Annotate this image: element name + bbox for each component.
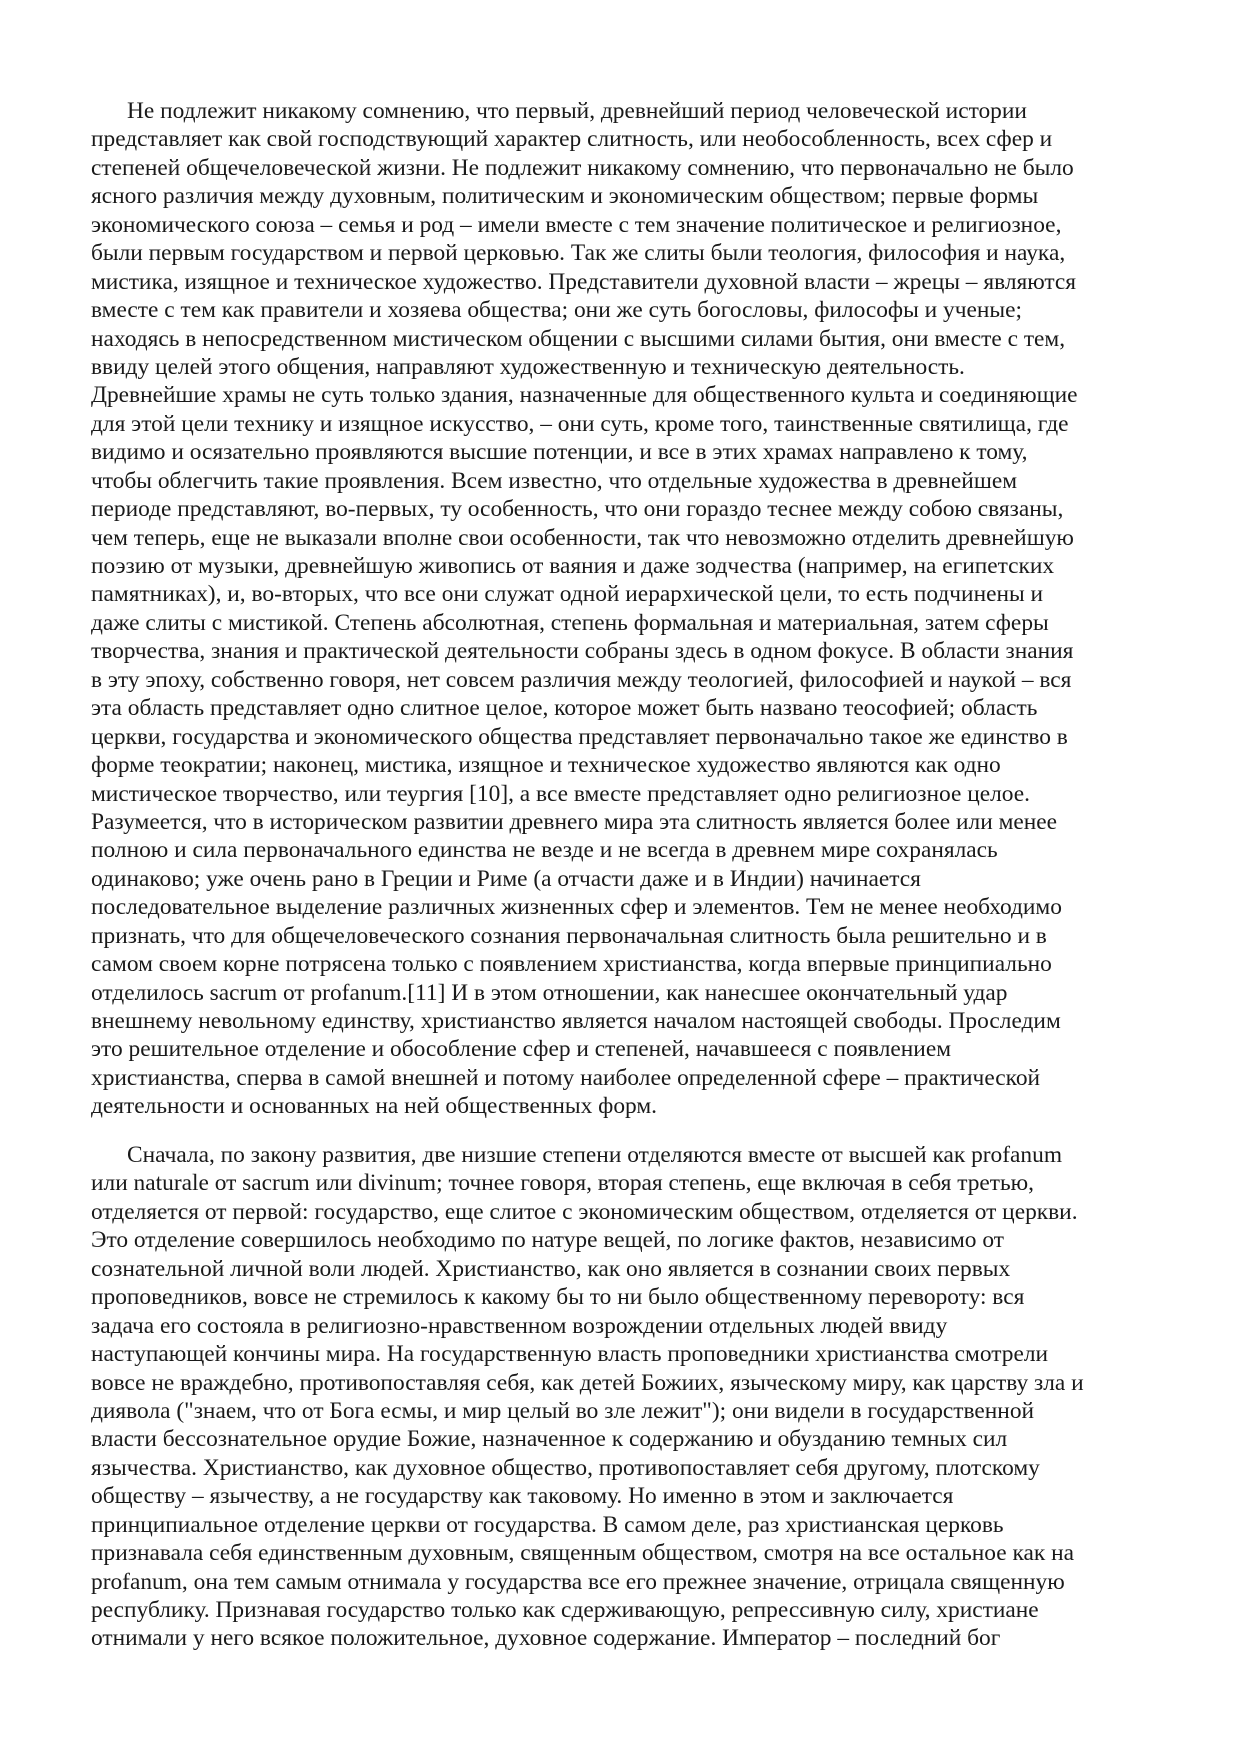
text-line: отделилось sacrum от profanum.[11] И в этом отношении, как нанесшее окончательный удар <box>91 979 1008 1006</box>
text-line: признавала себя единственным духовным, священным обществом, смотря на все остальное как на <box>91 1540 1074 1567</box>
text-line: ясного различия между духовным, политическим и экономическим обществом; первые формы <box>91 183 1039 210</box>
text-line: эта область представляет одно слитное целое, которое может быть названо теософией; область <box>91 695 1038 722</box>
text-line: мистическое творчество, или теургия [10], а все вместе представляет одно религиозное целое. <box>91 780 1030 807</box>
text-line: одинаково; уже очень рано в Греции и Риме (а отчасти даже и в Индии) начинается <box>91 865 921 892</box>
text-line: представляет как свой господствующий характер слитность, или необособленность, всех сфер и <box>91 126 1053 153</box>
text-line: обществу – язычеству, а не государству как таковому. Но именно в этом и заключается <box>91 1483 954 1510</box>
text-line: ввиду целей этого общения, направляют художественную и техническую деятельность. <box>91 353 965 380</box>
text-line: форме теократии; наконец, мистика, изящное и техническое художество являются как одно <box>91 752 1001 779</box>
text-line: периоде представляют, во-первых, ту особенность, что они гораздо теснее между собою связаны, <box>91 496 1064 523</box>
text-line: поэзию от музыки, древнейшую живопись от ваяния и даже зодчества (например, на египетских <box>91 553 1055 579</box>
text-line: степеней общечеловеческой жизни. Не подлежит никакому сомнению, что первоначально не было <box>91 154 1074 181</box>
text-line: наступающей кончины мира. На государственную власть проповедники христианства смотрели <box>91 1341 1049 1368</box>
text-line: Не подлежит никакому сомнению, что первый, древнейший период человеческой истории <box>127 98 1027 124</box>
text-line: внешнему невольному единству, христианство является началом настоящей свободы. Проследим <box>91 1008 1061 1034</box>
text-line: диявола ("знаем, что от Бога есмы, и мир целый во зле лежит"); они видели в государственной <box>91 1397 1035 1424</box>
text-line: отнимали у него всякое положительное, духовное содержание. Император – последний бог <box>91 1625 1001 1652</box>
text-line: экономического союза – семья и род – имели вместе с тем значение политическое и религиозное, <box>91 211 1062 238</box>
text-line: полною и сила первоначального единства не везде и не всегда в древнем мире сохранялась <box>91 837 998 864</box>
text-line: отделяется от первой: государство, еще слитое с экономическим обществом, отделяется от церкви. <box>91 1198 1078 1225</box>
text-line: проповедников, вовсе не стремилось к какому бы то ни было общественному перевороту: вся <box>91 1284 1025 1311</box>
text-line: в эту эпоху, собственно говоря, нет совсем различия между теологией, философией и наукой – вся <box>91 666 1072 693</box>
text-line: вместе с тем как правители и хозяева общества; они же суть богословы, философы и ученые; <box>91 297 1022 324</box>
text-line: Древнейшие храмы не суть только здания, назначенные для общественного культа и соединяющие <box>91 382 1078 409</box>
text-line: язычества. Христианство, как духовное общество, противопоставляет себя другому, плотскому <box>91 1454 1040 1481</box>
text-line: profanum, она тем самым отнимала у государства все его прежнее значение, отрицала священную <box>91 1568 1065 1595</box>
paragraph-2 <box>91 1141 1171 1653</box>
text-line: памятниках), и, во-вторых, что все они служат одной иерархической цели, то есть подчинены и <box>91 581 1044 608</box>
text-line: Разумеется, что в историческом развитии древнего мира эта слитность является более или менее <box>91 808 1058 835</box>
text-line: сознательной личной воли людей. Христианство, как оно является в сознании своих первых <box>91 1255 1011 1282</box>
text-line: деятельности и основанных на ней общественных форм. <box>91 1093 658 1120</box>
text-line: Это отделение совершилось необходимо по натуре вещей, по логике фактов, независимо от <box>91 1227 1004 1254</box>
text-line: были первым государством и первой церковью. Так же слиты были теология, философия и наука, <box>91 240 1066 267</box>
text-line: церкви, государства и экономического общества представляет первоначально такое же единство в <box>91 723 1068 750</box>
text-line: республику. Признавая государство только как сдерживающую, репрессивную силу, христиане <box>91 1597 1039 1623</box>
text-line: христианства, сперва в самой внешней и потому наиболее определенной сфере – практической <box>91 1064 1041 1091</box>
text-line: или naturale от sacrum или divinum; точнее говоря, вторая степень, еще включая в себя третью, <box>91 1170 1035 1197</box>
text-line: даже слиты с мистикой. Степень абсолютная, степень формальная и материальная, затем сферы <box>91 609 1049 636</box>
text-line: чем теперь, еще не выказали вполне свои особенности, так что невозможно отделить древнейшую <box>91 524 1074 551</box>
text-line: Сначала, по закону развития, две низшие степени отделяются вместе от высшей как profanum <box>127 1142 1063 1168</box>
text-line: для этой цели технику и изящное искусство, – они суть, кроме того, таинственные святилища, где <box>91 410 1069 437</box>
text-line: вовсе не враждебно, противопоставляя себя, как детей Божиих, языческому миру, как царству зла и <box>91 1369 1084 1396</box>
text-line: самом своем корне потрясена только с появлением христианства, когда впервые принципиально <box>91 951 1052 978</box>
paragraph-1 <box>91 97 1171 1121</box>
text-line: последовательное выделение различных жизненных сфер и элементов. Тем не менее необходимо <box>91 894 1062 921</box>
text-line: чтобы облегчить такие проявления. Всем известно, что отдельные художества в древнейшем <box>91 467 1018 494</box>
text-line: принципиальное отделение церкви от государства. В самом деле, раз христианская церковь <box>91 1511 1004 1538</box>
text-line: задача его состояла в религиозно-нравственном возрождении отдельных людей ввиду <box>91 1312 948 1339</box>
text-line: это решительное отделение и обособление сфер и степеней, начавшееся с появлением <box>91 1036 952 1063</box>
text-line: творчества, знания и практической деятельности собраны здесь в одном фокусе. В области знания <box>91 638 1074 665</box>
text-line: видимо и осязательно проявляются высшие потенции, и все в этих храмах направлено к тому, <box>91 439 1028 466</box>
text-line: признать, что для общечеловеческого сознания первоначальная слитность была решительно и в <box>91 922 1047 949</box>
text-line: находясь в непосредственном мистическом общении с высшими силами бытия, они вместе с тем, <box>91 325 1066 352</box>
text-line: мистика, изящное и техническое художество. Представители духовной власти – жрецы – являются <box>91 268 1077 295</box>
text-line: власти бессознательное орудие Божие, назначенное к содержанию и обузданию темных сил <box>91 1426 1008 1453</box>
